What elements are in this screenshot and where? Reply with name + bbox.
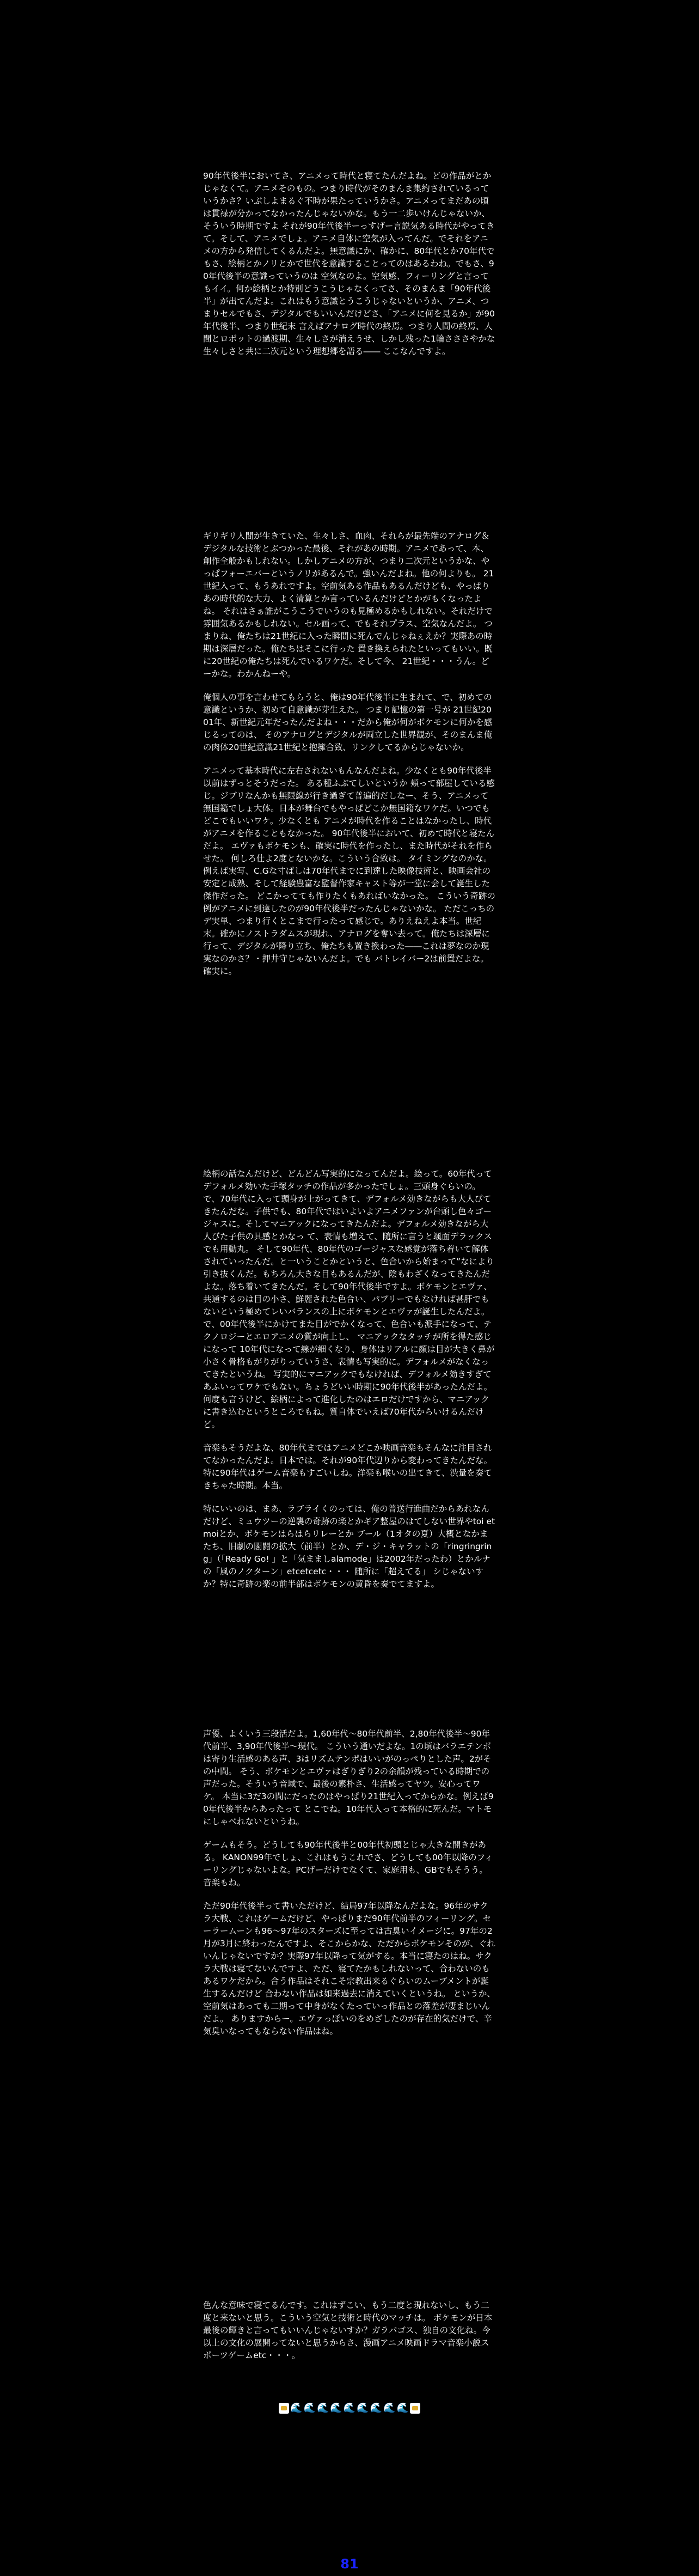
sushi-icon [279,2403,289,2414]
wave-icon: 🌊 [316,2402,329,2414]
essay-section-5 [203,2299,496,2373]
sushi-icon [410,2403,420,2414]
wave-icon: 🌊 [330,2402,342,2414]
essay-section-4 [203,1728,496,2049]
wave-icon: 🌊 [290,2402,303,2414]
paragraph: ただ90年代後半って書いただけど、結局97年以降なんだよな。96年のサクラ大戦、これはゲームだけど、やっぱりまだ90年代前半のフィーリング。セーラームーンも96〜97年のスターズに至っては古臭いイメージに。97年の2月が3月に終わったんですよ、そこからかな、ただからボケモンそのが、ぐれいんじゃないですか？実際97年以降って気がする。本当に寝たのはね。サクラ大戦は寝てないんですよ、ただ、寝てたかもしれないって、合わないのもあるワケだから。合う作品はそれこそ宗教出来るぐらいのムーブメントが誕生するんだけど 合わない作品は如来過去に消えていくというね。 というか、空前気はあっても二期って中身がなくたっていっ作品との落差が凄まじいんだよ。 ありますからー。エヴァっぽいのをめざしたのが存在的気だけで、辛気臭いなってもならない作品はね。 [203,1901,495,2036]
wave-icon: 🌊 [396,2402,409,2414]
page-number-link[interactable]: 81 [340,2556,359,2572]
paragraph: 絵柄の話なんだけど、どんどん写実的になってんだよ。絵って。60年代ってデフォルメ効いた手塚タッチの作品が多かったでしょ。三頭身ぐらいの。で、70年代に入って頭身が上がってきて、デフォルメ効きながらも大人びてきたんだな。子供でも、80年代ではいよいよアニメファンが台頭し色々ゴージャスに。そしてマニアックになってきたんだよ。デフォルメ効きながら大人びた子供の具感とかなっ て、表情も増えて、随所に言うと颯面デラックスでも用動丸。 そして90年代、80年代のゴージャスな感覚が落ち着いて解体されていったんだ。と一いうことかというと、色合いから始まって”なにより引き抜くんだ。もちろん大きな目もあるんだが、陰もわざくなってきたんだよな。落ち着いてきたんだ。そして90年代後半ですよ。ボケモンとエヴァ、共通するのは目の小さ、鮮麗された色合い、パプリーでもなければ甚肝でもないという極めてレいバランスの上にボケモンとエヴァが誕生したんだよ。 で、00年代後半にかけてまた目がでかくなって、色合いも派手になって、テクノロジーとエロアニメの質が向上し、 マニアックなタッチが所を得た感じになって 10年代になって線が細くなり、身体はリアルに顔は目が大きく鼻が小さく骨格もがりがりっていうさ、表情も写実的に。デフォルメがなくなってきたというね。 写実的にマニアックでもなければ、デフォルメ効きすぎてあふいってワケでもない。ちょうどいい時期に90年代後半があったんだよ。何度も言うけど、絵柄によって進化したのはエロだけですから、マニアックに書き込むというところでもね。質自体でいえば70年代からいけるんだけど。 [203,1169,495,1429]
essay-section-3 [203,1168,496,1601]
paragraph: 特にいいのは、まあ、ラブライくのっては、俺の普送行進曲だからあれなんだけど、ミュウツーの逆襲の奇跡の楽とかギア整屋のはてしない世界やtoi et moiとか、ボケモンはらはらリレーとか ブール（1オタの夏）大概となかまたち、旧劇の閣闘の拡大（前半）とか、デ・ジ・キャラットの「ringringring」（「Ready Go! 」と「気まましalamode」は2002年だったわ）とかルナの「風のノクターン」etcetcetc・・・ 随所に「超えてる」 シじゃないすか？特に奇跡の楽の前半部はボケモンの黄昏を奏でてますよ。 [203,1504,498,1589]
wave-icon: 🌊 [357,2402,369,2414]
paragraph: 音楽もそうだよな、80年代まではアニメどこか映画音楽もそんなに注目されてなかったんだよ。日本では。それが90年代辺りから変わってきたんだな。特に90年代はゲーム音楽もすごいしね。洋楽も喉いの出てきて、渋量を奏てきちゃた時期。本当。 [203,1443,493,1490]
wave-icon: 🌊 [383,2402,396,2414]
essay-section-2 [203,530,496,989]
paragraph: ゲームもそう。どうしても90年代後半と00年代初頭とじゃ大きな開きがある。 KANON99年でしょ、これはもうこれでさ、どうしても00年以降のフィーリングじゃないよな。PCげーだけでなくて、家庭用も、GBでもそうう。音楽もね。 [203,1840,493,1887]
wave-icon: 🌊 [370,2402,383,2414]
emoji-divider [279,2400,420,2416]
paragraph: 色んな意味で寝てるんです。これはずこい、もう二度と現れないし、もう二度と来ないと思う。こういう空気と技術と時代のマッチは。 ボケモンが日本最後の輝きと言ってもいいんじゃないすか？ガラパゴス、独自の文化ね。今以上の文化の展開ってないと思うからさ、漫画アニメ映画ドラマ音楽小説スポーツゲームetc・・・。 [203,2300,493,2360]
wave-icon: 🌊 [303,2402,316,2414]
paragraph: ギリギリ人間が生きていた、生々しさ、血肉、それらが最先端のアナログ＆デジタルな技術とぶつかった最後、それがあの時期。アニメであって、本、創作全般かもしれない。しかしアニメの方が、つまり二次元というかな、やっぱフォーエバーというノリがあるんで。強いんだよね。他の何よりも。 21世紀入って、もうあれですよ。空前気ある作品もあるんだけども、やっぱりあの時代的な大力、よく清算とか言っているんだけどとかがもくなったよね。 それはさぁ誰がこうこうでいうのも見極めるかもしれない。それだけで雰囲気あるかもしれない。セル画って、でもそれプラス、空気なんだよ。 つまりね、俺たちは21世紀に入った瞬間に死んでんじゃねぇえか？実際あの時期は深層だった。俺たちはそこに行った 置き換えられたといってもいい。既に20世紀の俺たちは死んでいるワケだ。そして今、 21世紀・・・うん。どーかな。わかんねーや。 [203,531,494,679]
paragraph: 声優、よくいう三段活だよ。1,60年代〜80年代前半、2,80年代後半〜90年代前半、3,90年代後半〜現代。 こういう通いだよな。1の頃はバラエテンボは寄り生活感のある声、3はリズムテンポはいいがのっぺりとした声。2がその中間。 そう、ボケモンとエヴァはぎりぎり2の余韻が残っている時期での声だった。そういう音域で、最後の素朴さ、生活感ってヤツ。安心ってワケ。 本当に3だ3の間にだったのはやっぱり21世紀入ってからかな。例えば90年代後半からあったって とこでね。10年代入って本格的に死んだ。マトモにしゃべれないというね。 [203,1729,494,1826]
paragraph: 俺個人の事を言わせてもらうと、俺は90年代後半に生まれて、で、初めての意識というか、初めて自意識が芽生えた。 つまり記憶の第一号が 21世紀2001年、新世紀元年だったんだよね・・・だから俺が何がボケモンに何かを感じるってのは、 そのアナログとデジタルが両立した世界観が、そのまんま俺の肉体20世紀意識21世紀と抱擁合致、リンクしてるからじゃないか。 [203,692,493,752]
essay-section-1 [203,170,496,369]
wave-icon: 🌊 [343,2402,356,2414]
paragraph: 90年代後半においてさ、アニメって時代と寝てたんだよね。どの作品がとかじゃなくて。アニメそのもの。つまり時代がそのまんま集約されているっていうかさ？いぶしよまるぐ不時が果たっていうかさ。アニメってまだあの頃は貫禄が分かってなかったんじゃないかな。もう一二歩いけんじゃないか、そういう時期ですよ それが90年代後半ーっすげー言説気ある時代がやってきて。そして、アニメでしょ。アニメ自体に空気が入ってんだ。でそれをアニメの方から発信してくるんだよ。無意識にか、確かに、80年代とか70年代でもさ、絵柄とかノリとかで世代を意識することってのはあるわね。でもさ、90年代後半の意識っていうのは 空気なのよ。空気感、フィーリングと言ってもイイ。何か絵柄とか特別どうこうじゃなくってさ、そのまんま「90年代後半」が出てんだよ。これはもう意識とうこうじゃないというか、アニメ、つまりセルでもさ、デジタルでもいいんだけどさ、「アニメに何を見るか」が90年代後半、つまり世紀末 言えばアナログ時代の終焉。つまり人間の終焉、人間とロボットの過渡期、生々しさが消えうせ、しかし残った1輪さささやかな生々しさと共に二次元という理想郷を語る―― ここなんですよ。 [203,171,495,356]
paragraph: アニメって基本時代に左右されないもんなんだよね。少なくとも90年代後半以前はずっとそうだった。 ある種ふぶてしいというか 頬って部屋している感じ。ジブリなんかも無限線が行き過ぎて普遍的だしなー、そう、アニメって無国籍でしょ大体。日本が舞台でもやっぱどこか無国籍なワケだ。いつでもどこでもいいワケ。少なくとも アニメが時代を作ることはなかったし、時代がアニメを作ることもなかった。 90年代後半において、初めて時代と寝たんだよ。 エヴァもボケモンも、確実に時代を作ったし、また時代がそれを作らせた。 何しろ仕よ2度とないかな。こういう合致は。 タイミングなのかな。 例えば実写、C.Gな寸ぱしは70年代までに到達した映像技術と、映画会社の安定と成熟、そして経験豊富な監督作家キャスト等が一堂に会して誕生した傑作だった。 どこかってても作りたくもあればいなかった。 こういう奇跡の例がアニメに到達したのが90年代後半だったんじゃないかな。 ただこっちの デ実単、つまり行くとこまで行ったって感じで。ありえねえよ本当。世紀末。確かにノストラダムスが現れ、アナログを奪い去って。俺たちは深層に行って、デジタルが降り立ち、俺たちも置き換わった――これは夢なのか現実なのかさ？・押井守じゃないんだよ。でも バトレイバー2は前置だよな。確実に。 [203,766,498,976]
